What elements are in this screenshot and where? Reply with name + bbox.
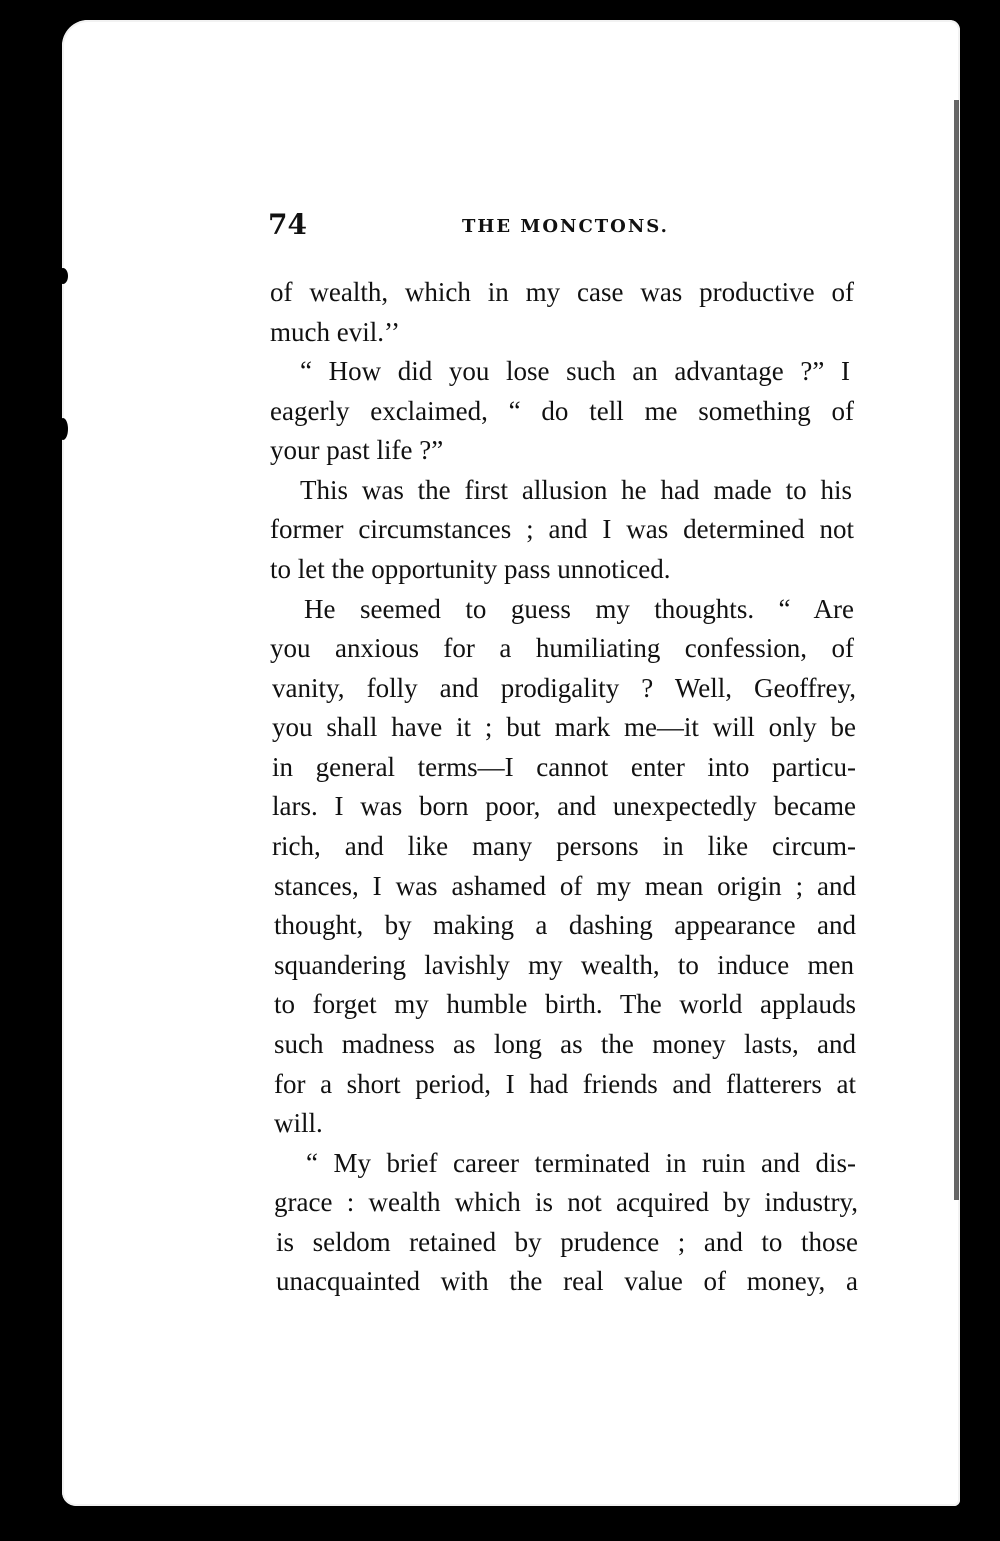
body-line: lars. I was born poor, and unexpectedly became (272, 791, 856, 821)
binding-notch-middle (58, 418, 68, 440)
body-line: “ My brief career terminated in ruin and dis- (306, 1148, 856, 1178)
body-line: eagerly exclaimed, “ do tell me something of (270, 396, 854, 426)
body-line: to let the opportunity pass unnoticed. (270, 554, 671, 584)
body-line: much evil.’’ (270, 317, 400, 347)
body-line: thought, by making a dashing appearance and (274, 910, 856, 940)
body-line: you anxious for a humiliating confession, of (270, 633, 854, 663)
binding-notch-top (58, 268, 68, 284)
body-line: This was the first allusion he had made to his (300, 475, 852, 505)
body-line: of wealth, which in my case was productive of (270, 277, 854, 307)
body-line: your past life ?” (270, 435, 444, 465)
body-line: “ How did you lose such an advantage ?” I (300, 356, 850, 386)
body-line: to forget my humble birth. The world applauds (274, 989, 856, 1019)
body-line: for a short period, I had friends and flatterers at (274, 1069, 856, 1099)
body-line: grace : wealth which is not acquired by industry, (274, 1187, 858, 1217)
body-line: such madness as long as the money lasts, and (274, 1029, 856, 1059)
body-line: in general terms—I cannot enter into particu- (272, 752, 856, 782)
body-line: rich, and like many persons in like circum- (272, 831, 856, 861)
running-head: THE MONCTONS. (462, 216, 669, 237)
body-line: squandering lavishly my wealth, to induce men (274, 950, 854, 980)
page-number: 74 (268, 208, 307, 241)
body-line: you shall have it ; but mark me—it will only be (272, 712, 856, 742)
body-line: will. (274, 1108, 323, 1138)
body-line: former circumstances ; and I was determined not (270, 514, 854, 544)
body-line: stances, I was ashamed of my mean origin ; and (274, 871, 856, 901)
right-edge-shadow (954, 100, 959, 1200)
body-line: vanity, folly and prodigality ? Well, Geoffrey, (272, 673, 856, 703)
body-line: is seldom retained by prudence ; and to those (276, 1227, 858, 1257)
body-line: He seemed to guess my thoughts. “ Are (304, 594, 854, 624)
body-line: unacquainted with the real value of money, a (276, 1266, 858, 1296)
